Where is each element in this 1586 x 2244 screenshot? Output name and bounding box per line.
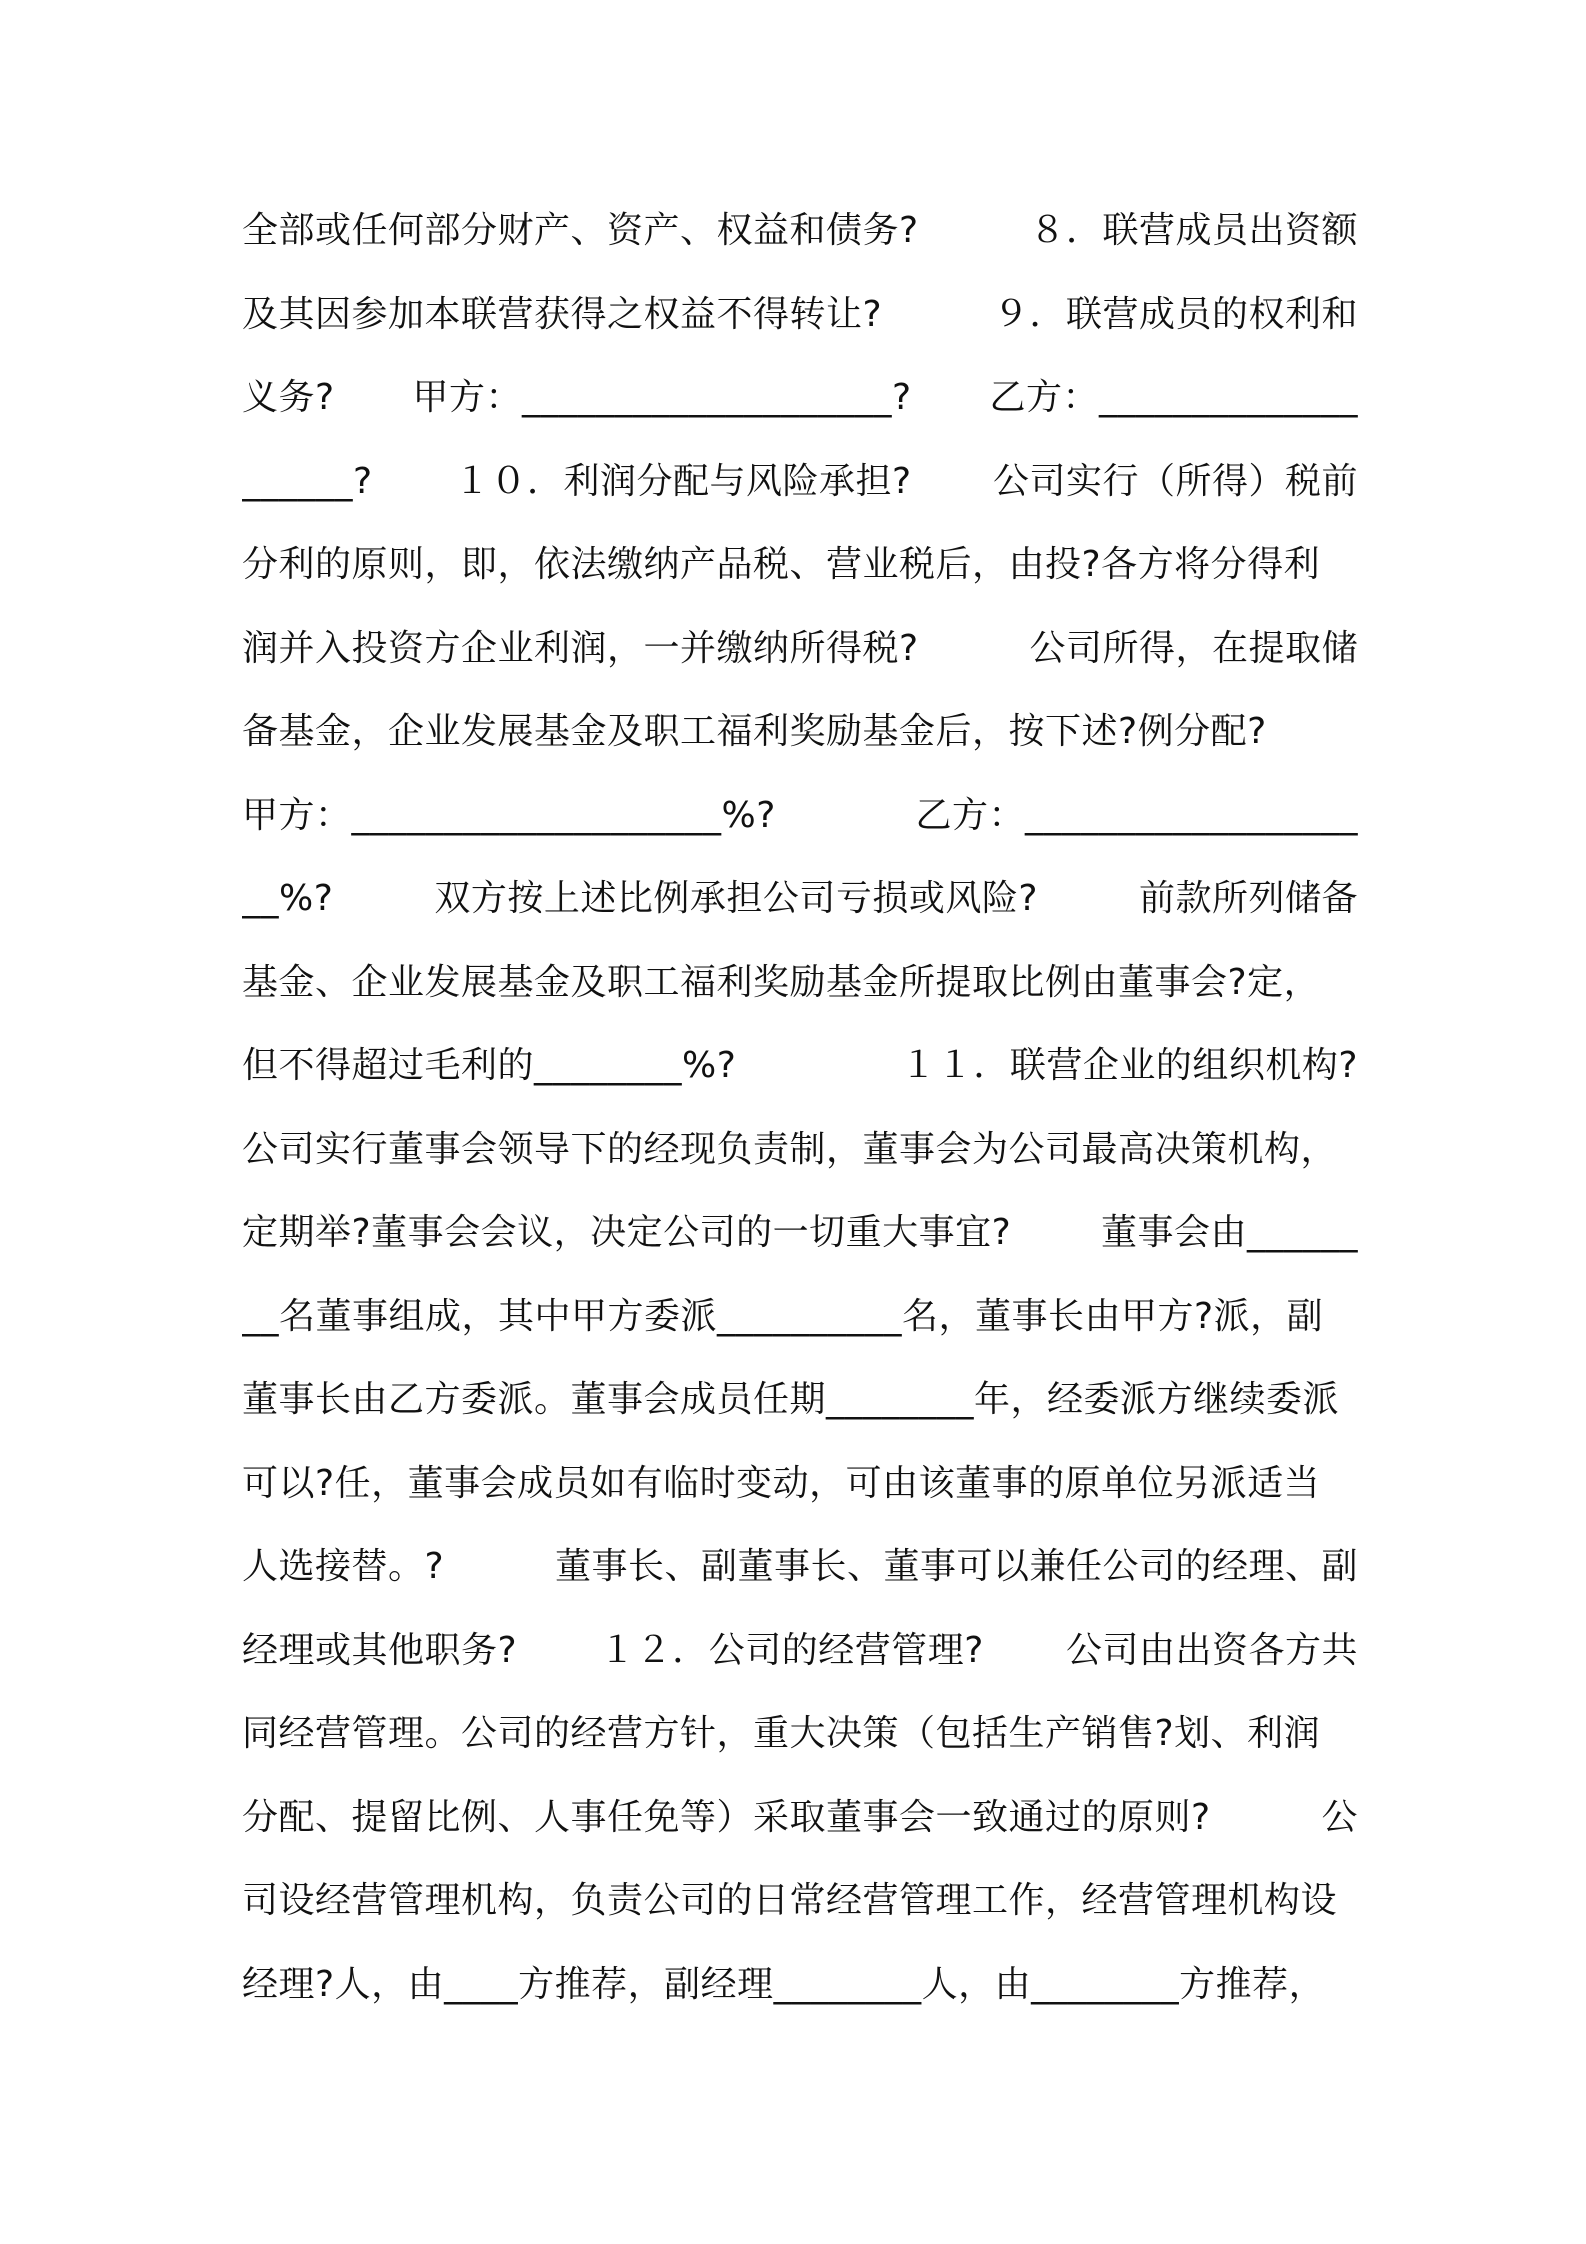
text-segment: １０．利润分配与风险承担? <box>453 460 912 502</box>
text-segment: 公司实行（所得）税前 <box>992 460 1358 502</box>
text-segment: 公司所得，在提取储 <box>1029 627 1358 669</box>
text-segment: 双方按上述比例承担公司亏损或风险? <box>434 878 1038 919</box>
text-line <box>242 449 1358 533</box>
text-line <box>242 365 1358 449</box>
text-line <box>242 1117 1358 1201</box>
text-segment: 但不得超过毛利的________%? <box>242 1045 737 1086</box>
text-segment: 定期举?董事会会议，决定公司的一切重大事宜? <box>242 1212 1012 1253</box>
text-segment: ８．联营成员出资额 <box>1029 210 1358 251</box>
text-line <box>242 950 1358 1034</box>
text-segment: __名董事组成，其中甲方委派__________名，董事长由甲方?派，副 <box>242 1295 1324 1337</box>
text-segment: 甲方：____________________? <box>412 377 912 418</box>
text-line <box>242 1618 1358 1702</box>
text-segment: 董事会由______ <box>1100 1212 1358 1253</box>
text-segment: 义务? <box>242 377 335 418</box>
text-segment: 基金、企业发展基金及职工福利奖励基金所提取比例由董事会?定， <box>242 961 1321 1003</box>
text-segment: 前款所列储备 <box>1138 878 1358 919</box>
text-line <box>242 1701 1358 1785</box>
text-segment: 公 <box>1321 1796 1358 1838</box>
text-line <box>242 616 1358 700</box>
text-segment: 可以?任，董事会成员如有临时变动，可由该董事的原单位另派适当 <box>242 1462 1321 1504</box>
text-segment: 董事长由乙方委派。董事会成员任期________年，经委派方继续委派 <box>242 1379 1340 1420</box>
text-line <box>242 1451 1358 1535</box>
text-line <box>242 783 1358 867</box>
text-segment: ______? <box>242 460 373 502</box>
text-segment: 董事长、副董事长、董事可以兼任公司的经理、副 <box>554 1546 1358 1587</box>
text-segment: 同经营管理。公司的经营方针，重大决策（包括生产销售?划、利润 <box>242 1713 1321 1754</box>
text-line <box>242 1534 1358 1618</box>
text-segment: 甲方：____________________%? <box>242 794 776 836</box>
text-segment: 经理?人，由____方推荐，副经理________人，由________方推荐， <box>242 1963 1326 2005</box>
text-segment: 乙方：__________________ <box>915 794 1358 836</box>
text-line <box>242 1367 1358 1451</box>
text-segment: __%? <box>242 878 334 919</box>
text-line <box>242 866 1358 950</box>
text-line <box>242 282 1358 366</box>
text-line <box>242 1868 1358 1952</box>
text-segment: ９．联营成员的权利和 <box>992 293 1358 335</box>
text-segment: 分利的原则，即，依法缴纳产品税、营业税后，由投?各方将分得利 <box>242 544 1321 585</box>
text-segment: 分配、提留比例、人事任免等）采取董事会一致通过的原则? <box>242 1796 1211 1838</box>
text-segment: 润并入投资方企业利润，一并缴纳所得税? <box>242 627 919 669</box>
text-line <box>242 198 1358 282</box>
text-segment: 公司实行董事会领导下的经现负责制，董事会为公司最高决策机构， <box>242 1128 1338 1170</box>
text-segment: １１．联营企业的组织机构? <box>900 1045 1358 1086</box>
text-segment: １２．公司的经营管理? <box>599 1629 984 1671</box>
text-line <box>242 532 1358 616</box>
text-segment: 公司由出资各方共 <box>1065 1629 1358 1671</box>
text-segment: 全部或任何部分财产、资产、权益和债务? <box>242 210 919 251</box>
text-line <box>242 1284 1358 1368</box>
text-segment: 人选接替。? <box>242 1546 445 1587</box>
text-segment: 司设经营管理机构，负责公司的日常经营管理工作，经营管理机构设 <box>242 1880 1338 1921</box>
text-segment: 乙方：______________ <box>989 377 1358 418</box>
text-line <box>242 1033 1358 1117</box>
text-segment: 经理或其他职务? <box>242 1629 518 1671</box>
contract-text-block <box>242 198 1358 2035</box>
text-line <box>242 1200 1358 1284</box>
text-line <box>242 699 1358 783</box>
text-line <box>242 1785 1358 1869</box>
text-segment: 备基金，企业发展基金及职工福利奖励基金后，按下述?例分配? <box>242 711 1267 752</box>
text-line <box>242 1952 1358 2036</box>
text-segment: 及其因参加本联营获得之权益不得转让? <box>242 293 883 335</box>
